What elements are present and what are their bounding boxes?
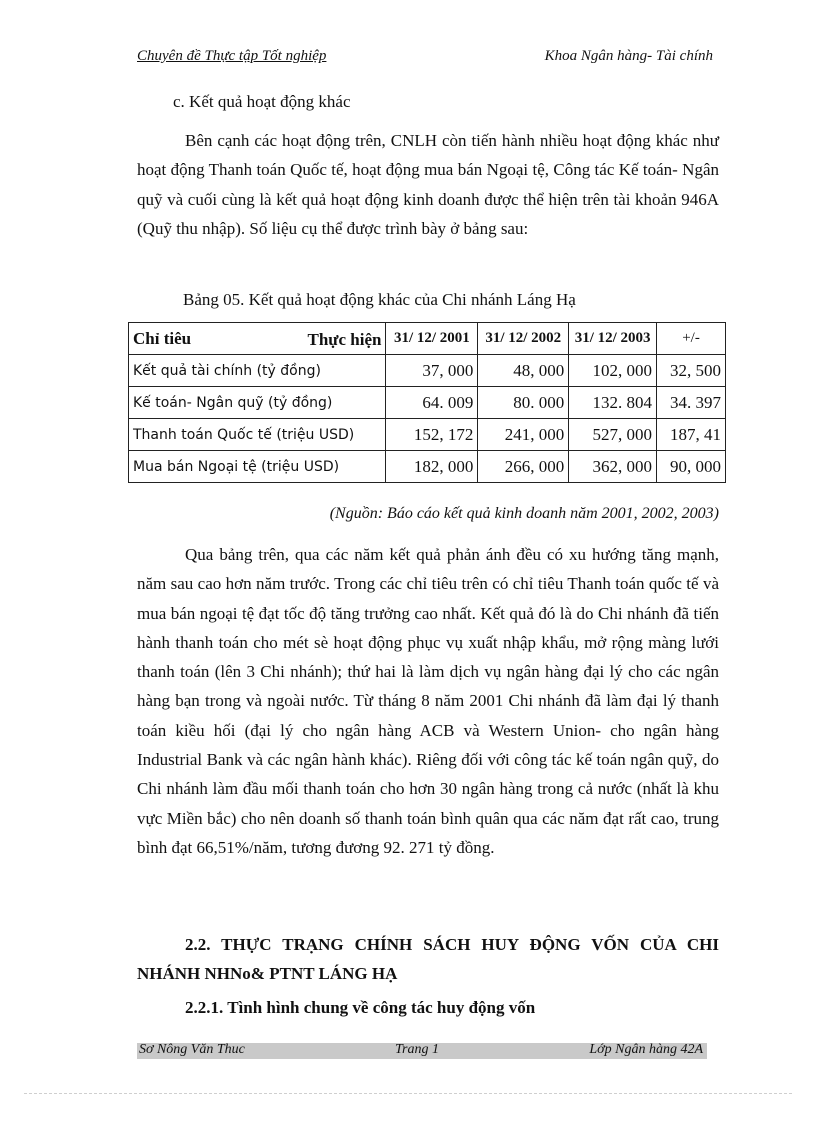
- cell-2003: 132. 804: [569, 387, 657, 419]
- intro-paragraph: Bên cạnh các hoạt động trên, CNLH còn tiến hành nhiều hoạt động khác như hoạt động Thanh toán Quốc tế, hoạt động mua bán Ngoại tệ, Công tác Kế toán- Ngân quỹ và cuối cùng là kết quả hoạt động kinh doanh được thể hiện trên tài khoản 946A (Quỹ thu nhập). Số liệu cụ thể được trình bày ở bảng sau:: [137, 131, 719, 238]
- table-row: [129, 419, 726, 451]
- footer-class: Lớp Ngân hàng 42A: [589, 1042, 703, 1057]
- row-label: Mua bán Ngoại tệ (triệu USD): [129, 451, 386, 483]
- header-faculty: Khoa Ngân hàng- Tài chính: [544, 48, 713, 64]
- header-indicator: Chỉ tiêu: [133, 328, 192, 348]
- cell-change: 32, 500: [657, 355, 726, 387]
- footer-author: Sơ Nông Văn Thuc: [139, 1042, 245, 1057]
- header-performed: Thực hiện: [307, 330, 382, 349]
- cell-2001: 64. 009: [386, 387, 478, 419]
- cell-2002: 80. 000: [478, 387, 569, 419]
- results-table: [128, 322, 726, 483]
- cell-2001: 182, 000: [386, 451, 478, 483]
- footer-page-number: Trang 1: [395, 1042, 439, 1057]
- cell-2001: 152, 172: [386, 419, 478, 451]
- table-row: [129, 451, 726, 483]
- cell-2002: 241, 000: [478, 419, 569, 451]
- cell-2003: 102, 000: [569, 355, 657, 387]
- cell-change: 90, 000: [657, 451, 726, 483]
- cell-change: 34. 397: [657, 387, 726, 419]
- header-document-title: Chuyên đề Thực tập Tốt nghiệp: [137, 48, 327, 64]
- analysis-paragraph: Qua bảng trên, qua các năm kết quả phản ánh đều có xu hướng tăng mạnh, năm sau cao hơn năm trước. Trong các chỉ tiêu trên có chỉ tiêu Thanh toán quốc tế và mua bán ngoại tệ đạt tốc độ tăng trưởng cao nhất. Kết quả đó là do Chi nhánh đã tiến hành thanh toán cho mét sè hoạt động phục vụ xuất nhập khẩu, mở rộng màng lưới thanh toán (lên 3 Chi nhánh); thứ hai là làm dịch vụ ngân hàng đại lý cho các ngân hàng bạn trong và ngoài nước. Từ tháng 8 năm 2001 Chi nhánh đã làm đại lý thanh toán kiều hối (đại lý cho ngân hàng ACB và Western Union- cho ngân hàng Industrial Bank và các ngân hành khác). Riêng đối với công tác kế toán ngân quỹ, do Chi nhánh làm đầu mối thanh toán cho hơn 30 ngân hàng trong cả nước (nhất là khu vực Miền bắc) cho nên doanh số thanh toán bình quân qua các năm đạt rất cao, trung bình đạt 66,51%/năm, tương đương 92. 271 tỷ đồng.: [137, 545, 719, 857]
- cell-2003: 362, 000: [569, 451, 657, 483]
- table-row: [129, 387, 726, 419]
- row-label: Thanh toán Quốc tế (triệu USD): [129, 419, 386, 451]
- section-heading: 2.2. THỰC TRẠNG CHÍNH SÁCH HUY ĐỘNG VỐN CỦA CHI NHÁNH NHNo& PTNT LÁNG HẠ: [137, 935, 719, 983]
- cell-2001: 37, 000: [386, 355, 478, 387]
- page-header: [137, 48, 713, 70]
- header-2002: 31/ 12/ 2002: [478, 323, 569, 355]
- table-row: [129, 355, 726, 387]
- cell-2002: 266, 000: [478, 451, 569, 483]
- row-label: Kết quả tài chính (tỷ đồng): [129, 355, 386, 387]
- cell-2002: 48, 000: [478, 355, 569, 387]
- header-2001: 31/ 12/ 2001: [386, 323, 478, 355]
- subsection-heading: 2.2.1. Tình hình chung về công tác huy động vốn: [185, 998, 536, 1017]
- cell-2003: 527, 000: [569, 419, 657, 451]
- table-source-note: (Nguồn: Báo cáo kết quả kinh doanh năm 2001, 2002, 2003): [329, 505, 719, 522]
- page-bottom-divider: [24, 1093, 792, 1094]
- table-header-row: [129, 323, 726, 355]
- header-2003: 31/ 12/ 2003: [569, 323, 657, 355]
- page-footer: [137, 1043, 707, 1059]
- header-change: +/-: [657, 323, 726, 355]
- cell-change: 187, 41: [657, 419, 726, 451]
- table-caption: Bảng 05. Kết quả hoạt động khác của Chi nhánh Láng Hạ: [183, 290, 576, 309]
- row-label: Kế toán- Ngân quỹ (tỷ đồng): [129, 387, 386, 419]
- subheading: c. Kết quả hoạt động khác: [173, 92, 351, 111]
- header-indicator-performed: [129, 323, 386, 355]
